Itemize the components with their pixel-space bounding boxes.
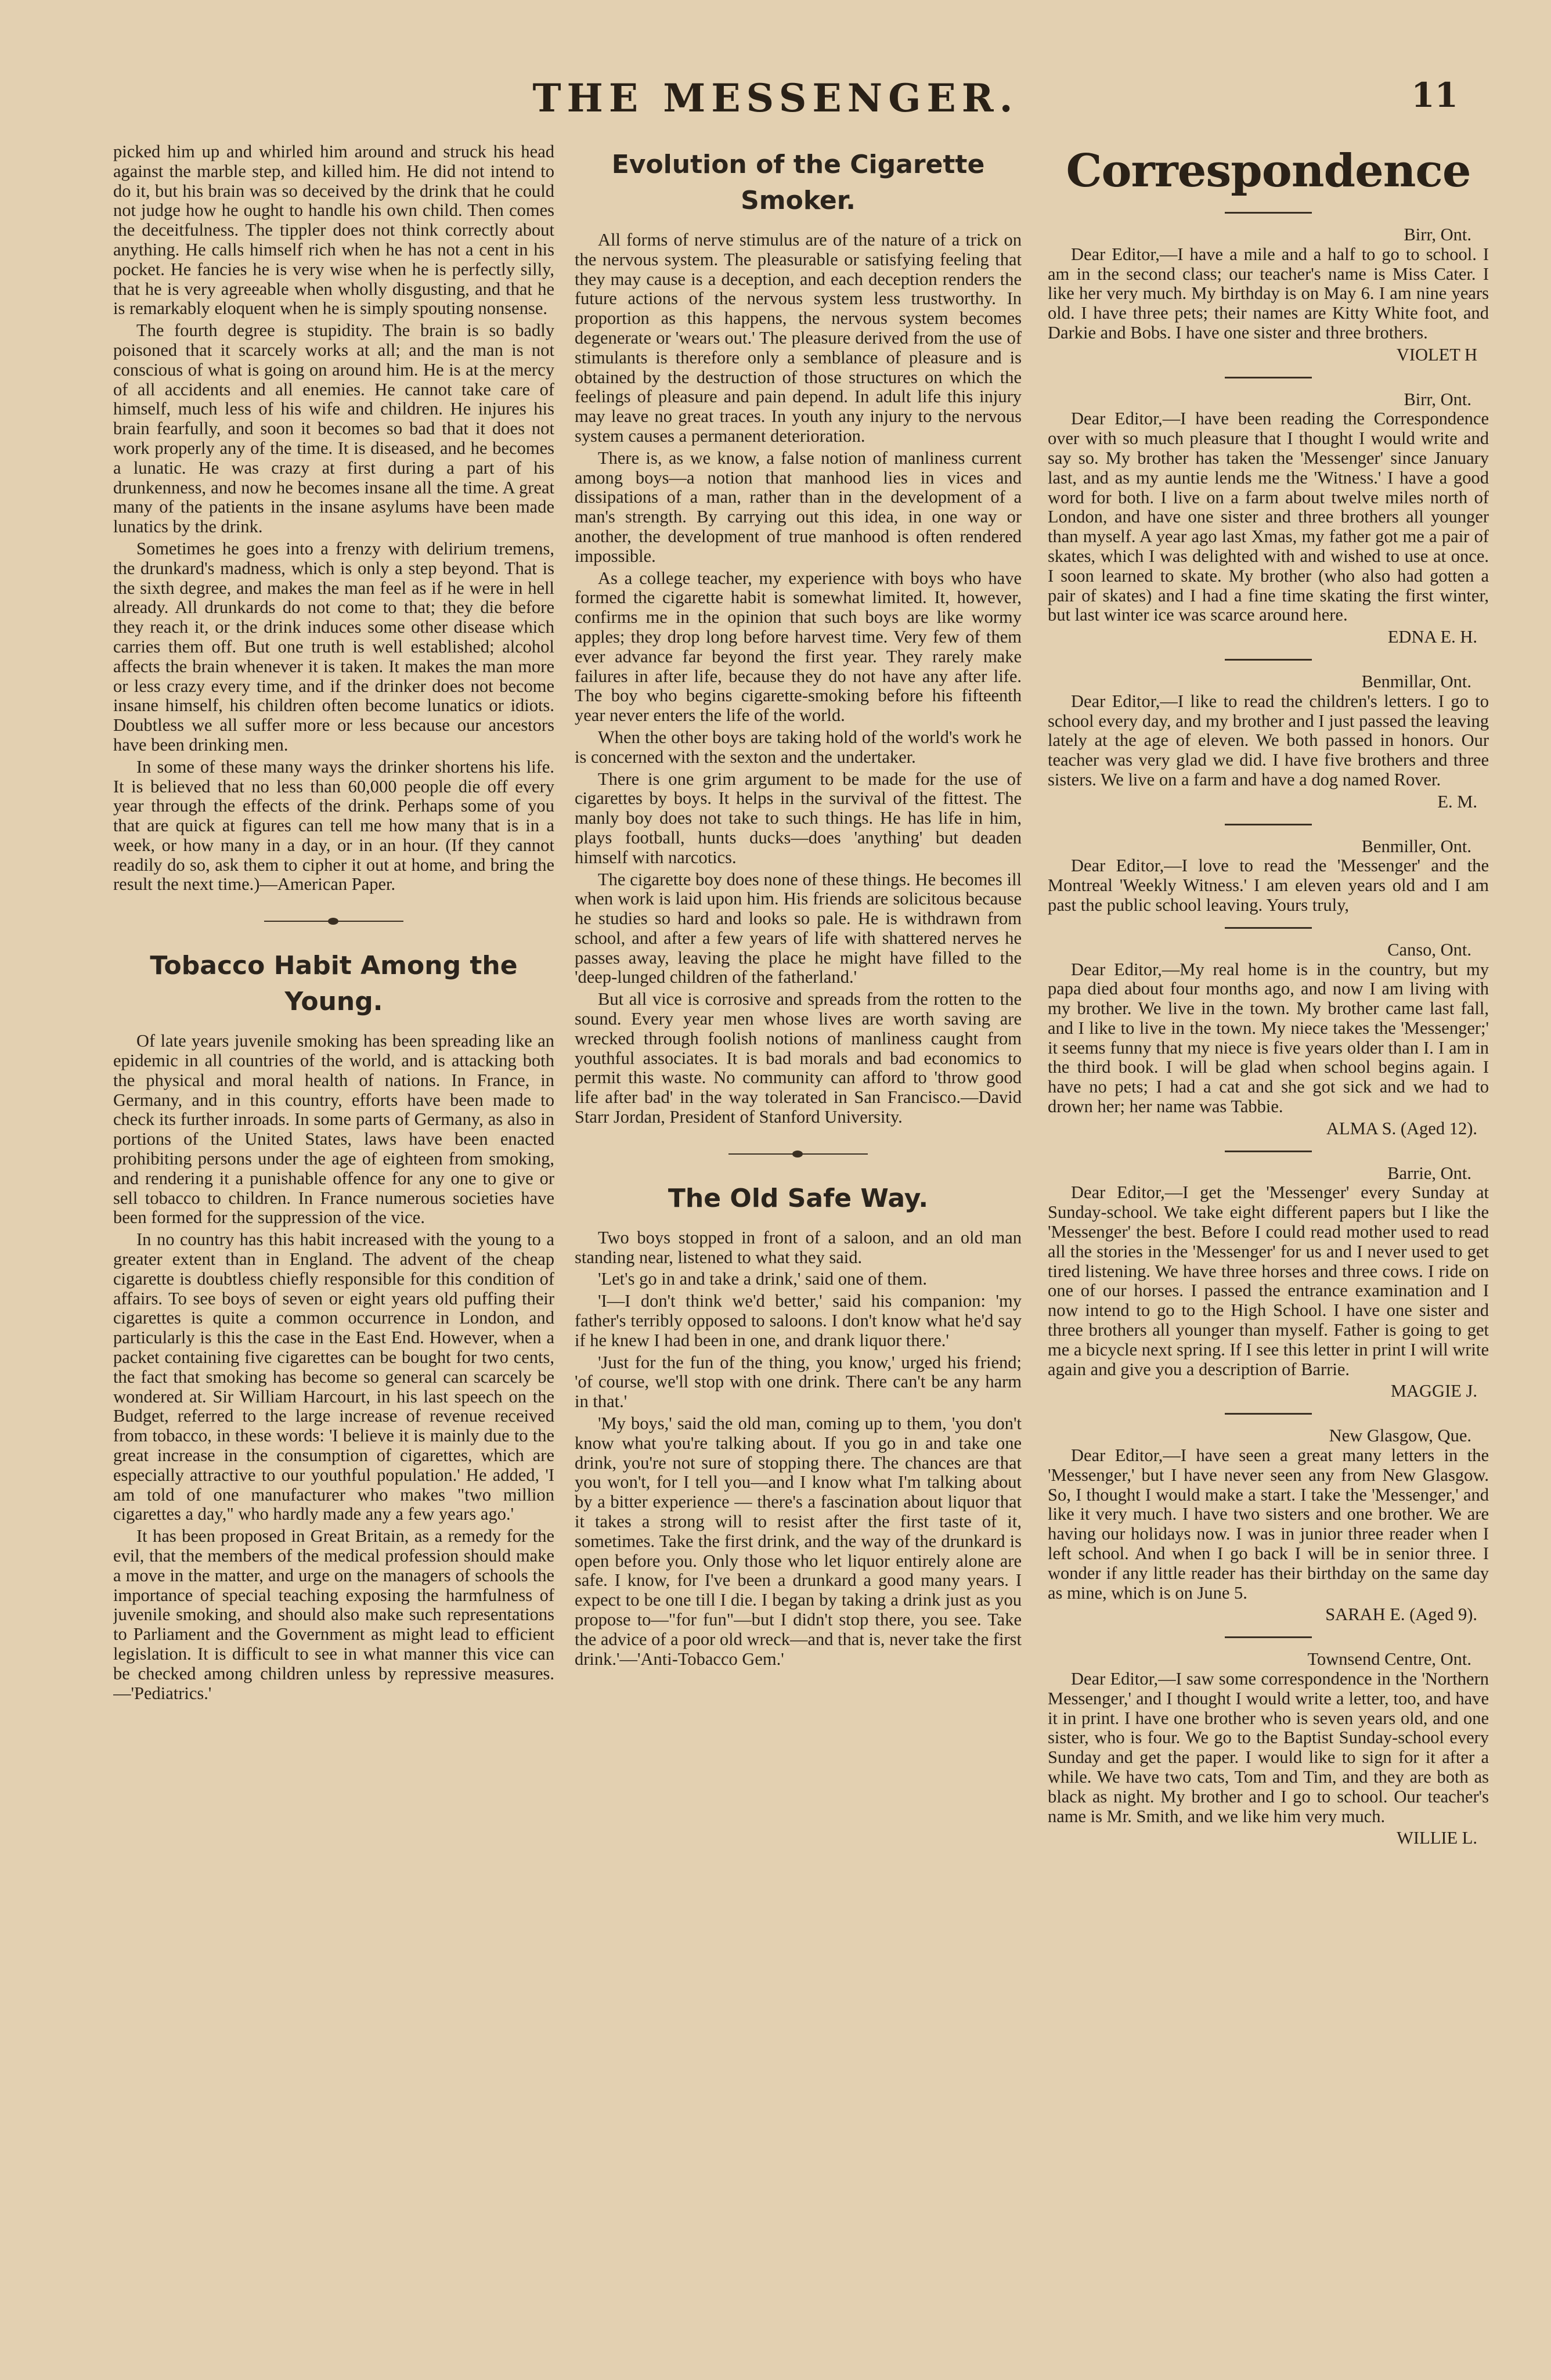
column-left (113, 142, 554, 2365)
letter-place: Townsend Centre, Ont. (1307, 1649, 1471, 1669)
letter-body: Dear Editor,—I have been reading the Correspondence over with so much pleasure that I thought I would write and say so. My brother has taken the 'Messenger' since January last, and as my auntie lends me the 'Witness.' I have a good word for both. I live on a farm about twelve miles north of London, and have one sister and three brothers all younger than myself. A year ago last Xmas, my father got me a pair of skates, which I was delighted with and wished to use at once. I soon learned to skate. My brother (who also had gotten a pair of skates) and I had a fine time skating the first winter, but last winter ice was scarce around here. (1048, 409, 1489, 625)
letter (1048, 837, 1489, 915)
letter-place: Canso, Ont. (1387, 939, 1471, 960)
letter-place: Benmiller, Ont. (1361, 836, 1471, 856)
article-paragraph: It has been proposed in Great Britain, as a remedy for the evil, that the members of the medical profession should make a move in the matter, and urge on the managers of schools the importance of special teaching exposing the harmfulness of juvenile smoking, and should also make such representations to Parliament and the Government as might lead to efficient legislation. It is difficult to see in what manner this vice can be checked among children unless by repressive measures.—'Pediatrics.' (113, 1526, 554, 1703)
letter-signature: ALMA S. (Aged 12). (1326, 1118, 1477, 1138)
divider-rule (1225, 212, 1312, 214)
article-paragraph: 'I—I don't think we'd better,' said his companion: 'my father's terribly opposed to saloons. I don't know what he'd say if he knew I had been in one, and drank liquor there.' (575, 1291, 1022, 1350)
divider-rule (1225, 1151, 1312, 1152)
letter (1048, 1426, 1489, 1625)
letter-place: Birr, Ont. (1404, 225, 1471, 244)
article-paragraph: In some of these many ways the drinker shortens his life. It is believed that no less than 60,000 people die off every year through the effects of the drink. Perhaps some of you that are quick at figures can tell me how many that is in a week, or how many in a day, or in an hour. (If they cannot readily do so, ask them to cipher it out at home, and bring the result the next time.)—American Paper. (113, 756, 554, 895)
letter-place: New Glasgow, Que. (1329, 1426, 1471, 1446)
article-paragraph: 'My boys,' said the old man, coming up to them, 'you don't know what you're talking about. If you go in and take one drink, you're not sure of stopping there. The chances are that you won't, for I tell you—and I know what I'm talking about by a bitter experience — there's a fascination about liquor that it takes a strong will to resist after the first taste of it, sometimes. Take the first drink, and the way of the drunkard is open before you. Only those who let liquor entirely alone are safe. I know, for I've been a drunkard a good many years. I expect to be one till I die. I began by taking a drink just as you propose to—"for fun"—but I didn't stop there, you see. Take the advice of a poor old wreck—and that is, never take the first drink.'—'Anti-Tobacco Gem.' (575, 1413, 1022, 1669)
article-paragraph: But all vice is corrosive and spreads from the rotten to the sound. Every year men whose lives are worth saving are wrecked through foolish notions of manliness caught from youthful associates. It is bad morals and bad economics to permit this waste. No community can afford to 'throw good life after bad' in the way tolerated in San Francisco.—David Starr Jordan, President of Stanford University. (575, 989, 1022, 1127)
article-paragraph: Two boys stopped in front of a saloon, and an old man standing near, listened to what they said. (575, 1227, 1022, 1267)
article-paragraph: 'Just for the fun of the thing, you know,' urged his friend; 'of course, we'll stop with one drink. There can't be any harm in that.' (575, 1352, 1022, 1412)
ornament-divider (728, 1151, 868, 1157)
article-title-safe-way: The Old Safe Way. (668, 1183, 929, 1213)
article-paragraph: There is one grim argument to be made for the use of cigarettes by boys. It helps in the survival of the fittest. The manly boy does not take to such things. He has life in him, plays football, hunts ducks—does 'anything' but deaden himself with narcotics. (575, 769, 1022, 867)
column-right (1048, 142, 1489, 2365)
ornament-divider (264, 918, 403, 925)
divider-rule (1225, 1413, 1312, 1415)
letter-signature: VIOLET H (1396, 344, 1477, 365)
article-paragraph: The fourth degree is stupidity. The brain is so badly poisoned that it scarcely works at all; and the man is not conscious of what is going on around him. He is at the mercy of all accidents and all enemies. He cannot take care of himself, much less of his wife and children. He injures his brain fearfully, and soon it becomes so bad that it does not work properly any of the time. It is diseased, and he becomes a lunatic. He was crazy at first during a part of his drunkenness, and now he becomes insane all the time. A great many of the patients in the insane asylums have been made lunatics by the drink. (113, 320, 554, 537)
letter-signature: E. M. (1437, 791, 1477, 812)
letter (1048, 940, 1489, 1139)
letter (1048, 1164, 1489, 1402)
divider-rule (1225, 377, 1312, 378)
letter-body: Dear Editor,—I have a mile and a half to go to school. I am in the second class; our teacher's name is Miss Cater. I like her very much. My birthday is on May 6. I am nine years old. I have three pets; their names are Kitty White foot, and Darkie and Bobs. I have one sister and three brothers. (1048, 244, 1489, 342)
letter-place: Barrie, Ont. (1387, 1163, 1471, 1183)
article-paragraph: When the other boys are taking hold of the world's work he is concerned with the sexton and the undertaker. (575, 727, 1022, 767)
letter (1048, 672, 1489, 812)
article-paragraph: All forms of nerve stimulus are of the nature of a trick on the nervous system. The pleasurable or satisfying feeling that they may cause is a deception, and each deception renders the future actions of the nervous system less trustworthy. In proportion as this happens, the nervous system becomes degenerate or 'wears out.' The pleasure derived from the use of stimulants is therefore only a semblance of pleasure and is obtained by the destruction of those structures on which the feelings of pleasure and pain depend. In adult life this injury may leave no great traces. In youth any injury to the nervous system causes a permanent deterioration. (575, 230, 1022, 446)
article-paragraph: Of late years juvenile smoking has been spreading like an epidemic in all countries of the world, and is attacking both the physical and moral health of nations. In France, in Germany, and in this country, efforts have been made to check its further inroads. In some parts of Germany, as also in portions of the United States, laws have been enacted prohibiting persons under the age of eighteen from smoking, and rendering it a punishable offence for any one to give or sell tobacco to children. In France numerous societies have been formed for the suppression of the vice. (113, 1031, 554, 1228)
article-paragraph: 'Let's go in and take a drink,' said one of them. (598, 1269, 928, 1289)
article-title-tobacco: Tobacco Habit Among the Young. (150, 951, 518, 1017)
letter-signature: EDNA E. H. (1387, 627, 1477, 647)
letter-body: Dear Editor,—I love to read the 'Messenger' and the Montreal 'Weekly Witness.' I am eleven years old and I am past the public school leaving. Yours truly, (1048, 856, 1489, 915)
divider-rule (1225, 824, 1312, 825)
article-paragraph: In no country has this habit increased with the young to a greater extent than in England. The advent of the cheap cigarette is doubtless chiefly responsible for this condition of affairs. To see boys of seven or eight years old puffing their cigarettes is quite a common occurrence in London, and particularly is this the case in the East End. However, when a packet containing five cigarettes can be bought for two cents, the fact that smoking has become so general can scarcely be wondered at. Sir William Harcourt, in his last speech on the Budget, referred to the large increase of revenue received from tobacco, in these words: 'I believe it is mainly due to the great increase in the consumption of cigarettes, which are especially attractive to our youthful population.' He added, 'I am told of one manufacturer who makes "two million cigarettes a day," who hardly made any a few years ago.' (113, 1229, 554, 1524)
letter-signature: MAGGIE J. (1390, 1381, 1477, 1401)
letter-place: Birr, Ont. (1404, 389, 1471, 409)
divider-rule (1225, 1636, 1312, 1638)
article-title-evolution: Evolution of the Cigarette Smoker. (611, 150, 985, 215)
article-paragraph: As a college teacher, my experience with boys who have formed the cigarette habit is somewhat limited. It, however, confirms me in the opinion that such boys are like wormy apples; they drop long before harvest time. Very few of them ever advance far beyond the first year. They rarely make failures in after life, because they do not have any after life. The boy who begins cigarette-smoking before his fifteenth year never enters the life of the world. (575, 568, 1022, 726)
letter-body: Dear Editor,—I like to read the children's letters. I go to school every day, and my brother and I just passed the leaving lately at the age of eleven. We both passed in honors. Our teacher was very glad we did. I have five brothers and three sisters. We live on a farm and have a dog named Rover. (1048, 691, 1489, 789)
article-paragraph: The cigarette boy does none of these things. He becomes ill when work is laid upon him. His friends are solicitous because he studies so hard and looks so pale. He is withdrawn from school, and after a few years of life with shattered nerves he passes away, leaving the place he might have filled to the 'deep-lunged children of the fatherland.' (575, 869, 1022, 987)
column-middle (575, 142, 1022, 2365)
letter (1048, 1650, 1489, 1848)
correspondence-title: Correspondence (1066, 145, 1471, 197)
page-number: 11 (1411, 75, 1458, 115)
letter-signature: WILLIE L. (1397, 1828, 1477, 1848)
letter (1048, 390, 1489, 647)
article-paragraph: picked him up and whirled him around and struck his head against the marble step, and killed him. He did not intend to do it, but his brain was so deceived by the drink that he could not judge how he ought to handle his own child. Then comes the deceitfulness. The tippler does not think correctly about anything. He calls himself rich when he has not a cent in his pocket. He fancies he is very wise when he is perfectly silly, that he is very agreeable when wholly disgusting, and that he is remarkably eloquent when he is simply spouting nonsense. (113, 142, 554, 319)
article-paragraph: Sometimes he goes into a frenzy with delirium tremens, the drunkard's madness, which is only a step beyond. That is the sixth degree, and makes the man feel as if he were in hell already. All drunkards do not come to that; they die before they reach it, or the drink induces some other disease which carries them off. But one truth is well established; alcohol affects the brain whenever it is taken. It makes the man more or less crazy every time, and if the drinker does not become insane himself, his children often become lunatics or idiots. Doubtless we all suffer more or less because our ancestors have been drinking men. (113, 538, 554, 755)
letter-body: Dear Editor,—I saw some correspondence in the 'Northern Messenger,' and I thought I would write a letter, too, and have it in print. I have one brother who is seven years old, and one sister, who is four. We go to the Baptist Sunday-school every Sunday and get the paper. I would like to sign for it after a while. We have two cats, Tom and Tim, and they are both as black as night. My brother and I go to school. Our teacher's name is Mr. Smith, and we like him very much. (1048, 1669, 1489, 1826)
article-paragraph: There is, as we know, a false notion of manliness current among boys—a notion that manhood lies in vices and dissipations of a man, rather than in the development of a man's strength. By carrying out this idea, in one way or another, the development of true manhood is often rendered impossible. (575, 448, 1022, 566)
masthead-title: THE MESSENGER. (532, 75, 1019, 121)
divider-rule (1225, 659, 1312, 661)
letter-signature: SARAH E. (Aged 9). (1325, 1604, 1477, 1625)
letter-body: Dear Editor,—My real home is in the country, but my papa died about four months ago, and now I am living with my brother. We live in the town. My brother came last fall, and I like to live in the town. My niece takes the 'Messenger;' it seems funny that my niece is five years older than I. I am in the third book. I will be glad when school begins again. I have no pets; I had a cat and she got sick and we had to drown her; her name was Tabbie. (1048, 959, 1489, 1117)
letter-body: Dear Editor,—I have seen a great many letters in the 'Messenger,' but I have never seen any from New Glasgow. So, I thought I would make a start. I take the 'Messenger,' and like it very much. I have two sisters and one brother. We are having our holidays now. I was in junior three reader when I left school. And when I go back I will be in senior three. I wonder if any little reader has their birthday on the same day as mine, which is on June 5. (1048, 1445, 1489, 1603)
masthead (0, 75, 1551, 128)
letter-body: Dear Editor,—I get the 'Messenger' every Sunday at Sunday-school. We take eight different papers but I like the 'Messenger' the best. Before I could read mother used to read all the stories in the 'Messenger' for us and I never used to get tired listening. We have three horses and three cows. I ride on one of our horses. I passed the entrance examination and I now intend to go to the High School. I have one sister and three brothers all younger than myself. Father is going to get me a bicycle next spring. If I see this letter in print I will write again and give you a description of Barrie. (1048, 1182, 1489, 1379)
letter-place: Benmillar, Ont. (1361, 671, 1471, 691)
letter (1048, 225, 1489, 365)
divider-rule (1225, 927, 1312, 929)
